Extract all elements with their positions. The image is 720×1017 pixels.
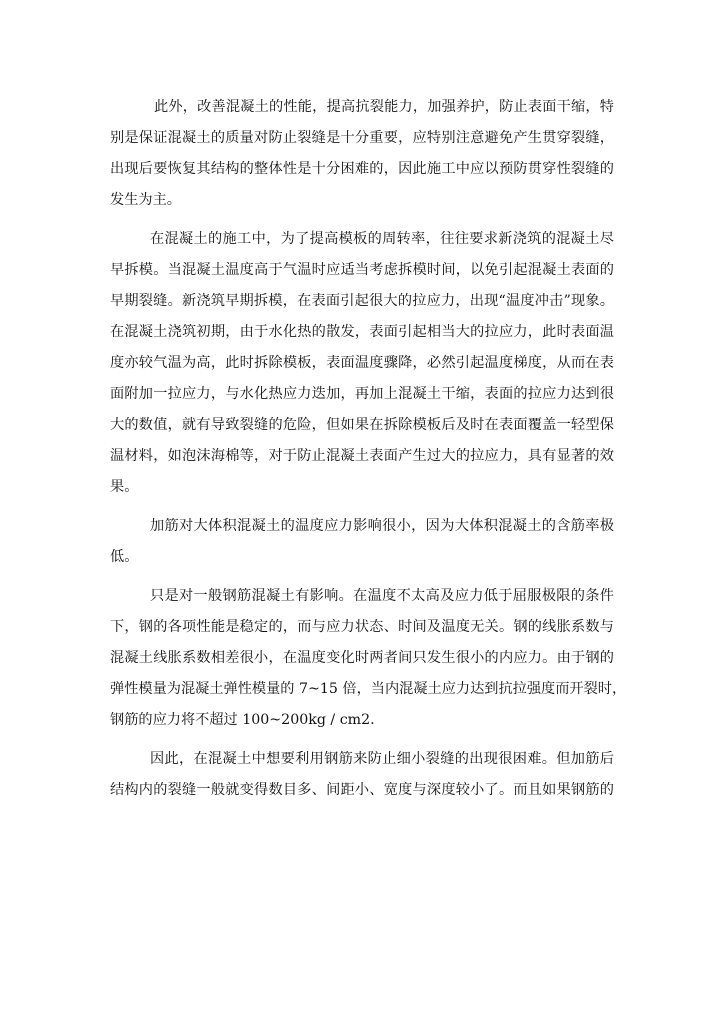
document-body [110, 92, 627, 814]
text-line: 钢筋的应力将不超过 100~200kg / cm2. [110, 712, 375, 728]
text-line: 早期裂缝。新浇筑早期拆模，在表面引起很大的拉应力，出现“温度冲击”现象。 [110, 293, 614, 309]
paragraph-4 [110, 581, 627, 736]
text-line: 结构内的裂缝一般就变得数目多、间距小、宽度与深度较小了。而且如果钢筋的 [110, 782, 614, 798]
text-line: 下，钢的各项性能是稳定的，而与应力状态、时间及温度无关。钢的线胀系数与 [110, 619, 614, 635]
text-line: 度亦较气温为高，此时拆除模板，表面温度骤降，必然引起温度梯度，从而在表 [110, 355, 614, 371]
text-line: 只是对一般钢筋混凝土有影响。在温度不太高及应力低于屈服极限的条件 [150, 588, 614, 604]
paragraph-2 [110, 224, 614, 503]
text-line: 大的数值，就有导致裂缝的危险，但如果在拆除模板后及时在表面覆盖一轻型保 [110, 417, 614, 433]
text-line: 温材料，如泡沫海棉等，对于防止混凝土表面产生过大的拉应力，具有显著的效 [110, 448, 614, 464]
text-line: 因此，在混凝土中想要利用钢筋来防止细小裂缝的出现很困难。但加筋后 [150, 751, 614, 767]
text-line: 低。 [110, 549, 139, 565]
text-line: 别是保证混凝土的质量对防止裂缝是十分重要，应特别注意避免产生贯穿裂缝， [110, 130, 614, 146]
text-line: 发生为主。 [110, 192, 181, 208]
text-line: 此外，改善混凝土的性能，提高抗裂能力，加强养护，防止表面干缩，特 [154, 99, 614, 115]
text-line: 面附加一拉应力，与水化热应力迭加，再加上混凝土干缩，表面的拉应力达到很 [110, 386, 614, 402]
text-line: 弹性模量为混凝土弹性模量的 7~15 倍，当内混凝土应力达到抗拉强度而开裂时， [110, 681, 627, 697]
text-line: 出现后要恢复其结构的整体性是十分困难的，因此施工中应以预防贯穿性裂缝的 [110, 161, 614, 177]
paragraph-1 [110, 92, 614, 216]
paragraph-3 [110, 511, 614, 573]
text-line: 在混凝土浇筑初期，由于水化热的散发，表面引起相当大的拉应力，此时表面温 [110, 324, 614, 340]
text-line: 果。 [110, 479, 139, 495]
text-line: 在混凝土的施工中，为了提高模板的周转率，往往要求新浇筑的混凝土尽 [150, 231, 614, 247]
text-line: 加筋对大体积混凝土的温度应力影响很小，因为大体积混凝土的含筋率极 [150, 518, 614, 534]
paragraph-5 [110, 744, 614, 806]
text-line: 早拆模。当混凝土温度高于气温时应适当考虑拆模时间，以免引起混凝土表面的 [110, 262, 614, 278]
text-line: 混凝土线胀系数相差很小，在温度变化时两者间只发生很小的内应力。由于钢的 [110, 650, 614, 666]
